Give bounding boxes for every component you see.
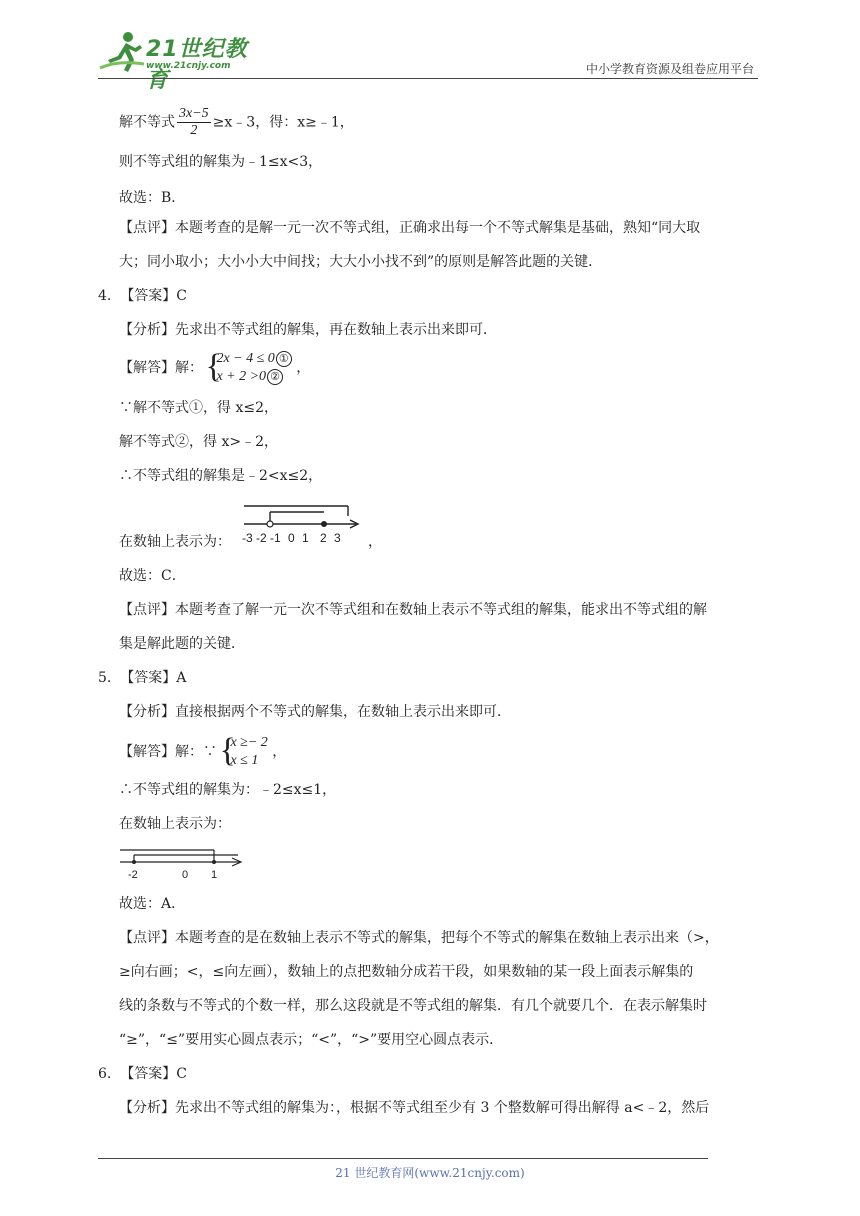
ineq-suffix: ≥x﹣3，得：x≥﹣1， <box>212 114 354 131</box>
q5-comment-2: ≥向右画；<，≤向左画），数轴上的点把数轴分成若干段，如果数轴的某一段上面表示解集的 <box>119 964 694 980</box>
q5-comment-4: “≥”，“≤”要用实心圆点表示；“<”，“>”要用空心圆点表示． <box>119 1032 504 1048</box>
q4-step-2: 解不等式②，得 x>﹣2， <box>119 434 278 450</box>
circled-two-icon: ② <box>267 369 283 385</box>
q6-answer <box>98 1064 187 1084</box>
fraction-numerator: 3x−5 <box>179 106 209 121</box>
q4-select: 故选：C． <box>119 568 186 584</box>
q5-step-1: ∴不等式组的解集为：﹣2≤x≤1， <box>119 782 337 798</box>
tick-label: 0 <box>288 531 295 545</box>
ineq-prefix: 解不等式 <box>119 114 175 131</box>
tick-label: 2 <box>320 531 327 545</box>
header-divider <box>98 78 758 79</box>
q5-number: 5. <box>98 670 112 686</box>
tick-label: 3 <box>334 531 341 545</box>
q4-comment-1: 【点评】本题考查了解一元一次不等式组和在数轴上表示不等式组的解集，能求出不等式组的解 <box>119 602 707 618</box>
q5-step-2: 在数轴上表示为： <box>119 816 231 832</box>
tick-label: -2 <box>256 531 267 545</box>
q5-solution-label: 【解答】解：∵ <box>119 744 217 760</box>
circled-one-icon: ① <box>276 351 292 367</box>
q4-step-3: ∴不等式组的解集是﹣2<x≤2， <box>119 468 323 484</box>
comment-line-2: 大；同小取小；大小小大中间找；大大小小找不到”的原则是解答此题的关键． <box>119 254 603 270</box>
footer-divider <box>98 1158 708 1159</box>
q6-analysis: 【分析】先求出不等式组的解集为：，根据不等式组至少有 3 个整数解可得出解得 a<﹣2，然后 <box>119 1100 710 1116</box>
q4-number: 4. <box>98 288 112 304</box>
q5-answer-label: 【答案】A <box>120 670 187 686</box>
q4-answer-label: 【答案】C <box>120 288 187 304</box>
q5-answer <box>98 668 186 688</box>
q4-step-1: ∵解不等式①，得 x≤2， <box>119 400 278 416</box>
q5-solution-head <box>119 734 286 774</box>
header-logo <box>98 30 268 93</box>
q4-ineq-2: x + 2 >0 <box>216 369 267 384</box>
footer-text: 21 世纪教育网(www.21cnjy.com) <box>335 1166 525 1180</box>
q5-comment-3: 线的条数与不等式的个数一样，那么这段就是不等式组的解集．有几个就要几个．在表示解集时 <box>119 998 707 1014</box>
q5-ineq-1: x ≥− 2 <box>230 735 268 750</box>
q6-number: 6. <box>98 1066 112 1082</box>
q5-sys-comma: ， <box>272 744 287 760</box>
tick-label: 0 <box>182 869 189 881</box>
q4-comment-2: 集是解此题的关键． <box>119 636 245 652</box>
q5-comment-1: 【点评】本题考查的是在数轴上表示不等式的解集，把每个不等式的解集在数轴上表示出来（>， <box>119 930 719 946</box>
q4-number-line <box>240 502 370 548</box>
q4-solution-head <box>119 350 310 390</box>
comment-line-1: 【点评】本题考查的是解一元一次不等式组，正确求出每一个不等式解集是基础，熟知“同大取 <box>119 220 701 236</box>
logo-title: 21世纪教育 <box>146 37 248 93</box>
q4-numberline-comma: ， <box>368 534 382 550</box>
q5-select: 故选：A． <box>119 896 186 912</box>
brace-icon: { <box>205 348 222 385</box>
brace-icon: { <box>219 732 236 769</box>
q6-answer-label: 【答案】C <box>120 1066 187 1082</box>
q4-inequality-system <box>207 350 291 386</box>
q4-ineq-1: 2x − 4 ≤ 0 <box>216 351 275 366</box>
q4-numberline-label: 在数轴上表示为： <box>119 534 231 550</box>
select-line: 故选：B． <box>119 190 186 206</box>
platform-name: 中小学教育资源及组卷应用平台 <box>585 62 754 76</box>
fraction <box>177 106 211 139</box>
q4-answer <box>98 286 187 306</box>
runner-logo-icon <box>98 30 146 74</box>
tick-label: -1 <box>270 531 281 545</box>
fraction-denominator: 2 <box>190 123 198 138</box>
tick-label: -2 <box>128 869 138 881</box>
q4-tick-labels <box>242 531 341 545</box>
q4-analysis: 【分析】先求出不等式组的解集，再在数轴上表示出来即可． <box>119 322 497 338</box>
q4-sys-comma: ， <box>296 360 311 376</box>
tick-label: 1 <box>302 531 309 545</box>
tick-label: -3 <box>242 531 253 545</box>
q5-ineq-2: x ≤ 1 <box>230 753 259 768</box>
ineq-line <box>119 106 354 139</box>
logo-url: www.21cnjy.com <box>146 61 231 71</box>
q4-solution-label: 【解答】解： <box>119 360 203 376</box>
tick-label: 1 <box>211 869 218 881</box>
q5-tick-labels <box>128 869 217 881</box>
solution-set-line: 则不等式组的解集为﹣1≤x<3， <box>119 154 323 170</box>
q5-analysis: 【分析】直接根据两个不等式的解集，在数轴上表示出来即可． <box>119 704 511 720</box>
q5-inequality-system <box>221 734 267 770</box>
q5-number-line <box>118 846 248 882</box>
